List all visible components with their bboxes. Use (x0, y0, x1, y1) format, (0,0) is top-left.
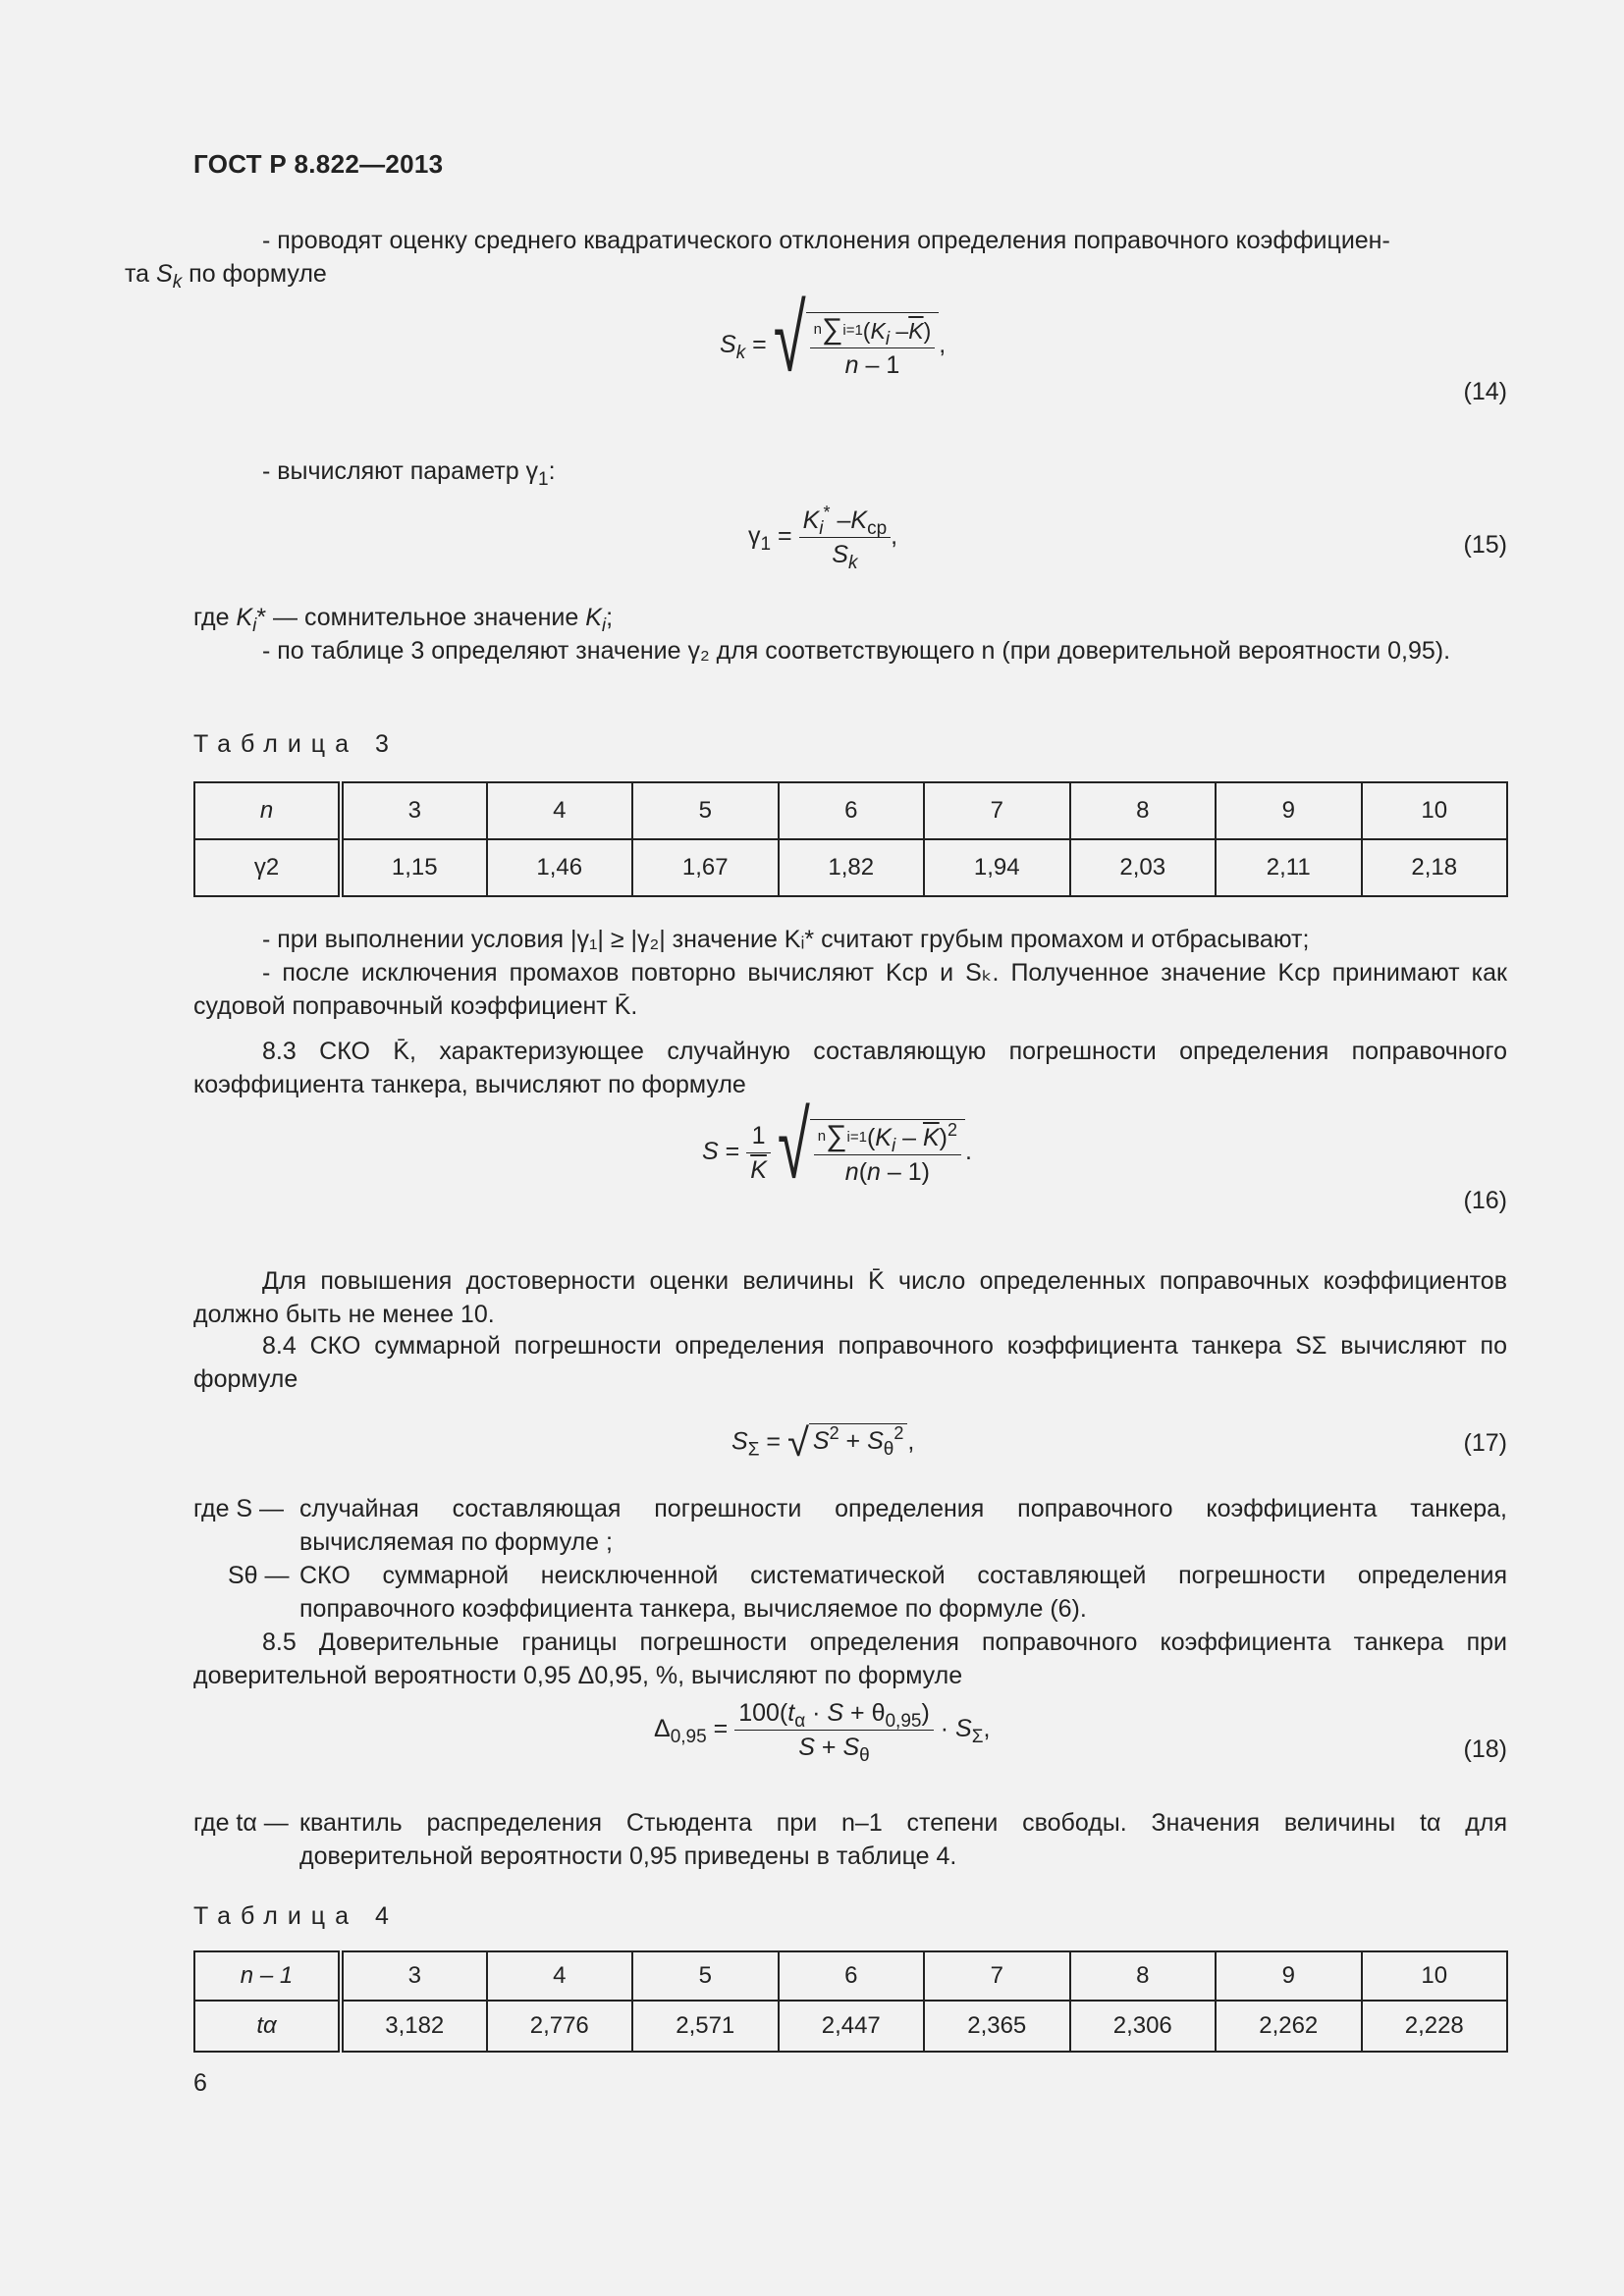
table-cell: 8 (1070, 1951, 1217, 2001)
table-header-cell: tα (194, 2001, 341, 2052)
table-cell: 2,03 (1070, 839, 1217, 896)
equation-number: (18) (1463, 1735, 1507, 1763)
paragraph-where-ki (193, 601, 1507, 634)
table-cell: 10 (1362, 782, 1508, 839)
table-cell: 9 (1216, 1951, 1362, 2001)
table-cell: 2,571 (632, 2001, 779, 2052)
paragraph-8-5: 8.5 Доверительные границы погрешности определения поправочного коэффициента танкера при доверительной вероятности 0,95 Δ0,95, %, вычисляют по формуле (193, 1629, 1507, 1689)
table-cell: 2,262 (1216, 2001, 1362, 2052)
formula-18: $\Delta_{0,95}$ = $\frac{100(t_\alpha \cdot S + \theta_{0,95})}{S + S_\theta}$ · $S_\Sigma$, (654, 1699, 991, 1766)
paragraph-text: : (548, 457, 556, 485)
subscript: i (252, 615, 257, 636)
table-cell: 4 (487, 782, 633, 839)
definition-stheta (193, 1559, 1507, 1626)
paragraph-exclusion: - после исключения промахов повторно вычисляют Kср и Sₖ. Полученное значение Kср принимают как судовой поправочный коэффициент K̄. (193, 959, 1507, 1020)
paragraph-text: та (125, 260, 157, 288)
paragraph-8-4: 8.4 СКО суммарной погрешности определения поправочного коэффициента танкера SΣ вычисляют по формуле (193, 1332, 1507, 1393)
table-caption: Таблица 3 (193, 730, 399, 758)
definition-text: СКО суммарной неисключенной систематической составляющей погрешности определения поправочного коэффициента танкера, вычисляемое по формуле (6). (299, 1562, 1507, 1623)
paragraph-gamma1 (193, 454, 1507, 488)
table-cell: 4 (487, 1951, 633, 2001)
definition-text: случайная составляющая погрешности определения поправочного коэффициента танкера, вычисляемая по формуле ; (299, 1495, 1507, 1556)
equation-number: (17) (1463, 1429, 1507, 1457)
table-cell: 3 (341, 782, 487, 839)
paragraph-condition: - при выполнении условия |γ₁| ≥ |γ₂| значение Kᵢ* считают грубым промахом и отбрасывают; (262, 926, 1310, 953)
paragraph-table3-ref: - по таблице 3 определяют значение γ₂ для соответствующего n (при доверительной вероятности 0,95). (262, 637, 1451, 665)
table-cell: 6 (779, 1951, 925, 2001)
paragraph-text: * — сомнительное значение (256, 604, 586, 631)
table-cell: 1,82 (779, 839, 925, 896)
table-3 (193, 781, 1508, 897)
table-row (194, 2001, 1507, 2052)
table-cell: 1,94 (924, 839, 1070, 896)
table-header-cell: γ2 (194, 839, 341, 896)
definition-term: Sθ — (228, 1562, 290, 1589)
subscript: 1 (538, 469, 549, 490)
paragraph-reliability: Для повышения достоверности оценки величины K̄ число определенных поправочных коэффициентов должно быть не менее 10. (193, 1267, 1507, 1328)
table-caption: Таблица 4 (193, 1902, 399, 1930)
table-cell: 6 (779, 782, 925, 839)
page-number: 6 (193, 2069, 207, 2097)
table-cell: 2,228 (1362, 2001, 1508, 2052)
paragraph-sk (125, 224, 1507, 293)
table-cell: 5 (632, 1951, 779, 2001)
paragraph-text: - проводят оценку среднего квадратического отклонения определения поправочного коэффициен- (262, 227, 1390, 254)
table-cell: 1,46 (487, 839, 633, 896)
table-row (194, 1951, 1507, 2001)
paragraph-text: где (193, 604, 237, 631)
table-4 (193, 1950, 1508, 2053)
subscript: k (172, 272, 183, 293)
table-cell: 5 (632, 782, 779, 839)
table-cell: 1,67 (632, 839, 779, 896)
paragraph-8-3: 8.3 СКО K̄, характеризующее случайную составляющую погрешности определения поправочного коэффициента танкера, вычисляют по формуле (193, 1038, 1507, 1098)
definition-term: где S — (193, 1495, 285, 1522)
variable: S (156, 260, 173, 288)
table-cell: 2,776 (487, 2001, 633, 2052)
equation-number: (14) (1463, 378, 1507, 405)
formula-16: S = $\frac{1}{K}$ √ $\frac{^n\sum i=1(K_i - \overline{K})^2}{n(n - 1)}$ . (702, 1092, 972, 1199)
definition-talpha (193, 1806, 1507, 1873)
table-cell: 8 (1070, 782, 1217, 839)
table-cell: 9 (1216, 782, 1362, 839)
table-row (194, 839, 1507, 896)
table-cell: 7 (924, 1951, 1070, 2001)
formula-15: $\gamma_1$ = $\frac{K_i^* -K_{ср}}{S_k}$ , (748, 503, 898, 573)
table-header-cell: n – 1 (194, 1951, 341, 2001)
paragraph-text: по формуле (182, 260, 327, 288)
formula-17: $S_\Sigma$ = √ $S^2 + S_\theta^2$ , (731, 1421, 915, 1465)
paragraph-text: - вычисляют параметр γ (262, 457, 539, 485)
table-cell: 7 (924, 782, 1070, 839)
document-header: ГОСТ Р 8.822—2013 (193, 149, 444, 179)
table-cell: 10 (1362, 1951, 1508, 2001)
variable: K (585, 604, 602, 631)
table-cell: 2,447 (779, 2001, 925, 2052)
table-cell: 2,11 (1216, 839, 1362, 896)
variable: K (236, 604, 253, 631)
table-cell: 2,365 (924, 2001, 1070, 2052)
table-header-cell: n (194, 782, 341, 839)
table-cell: 3,182 (341, 2001, 487, 2052)
table-cell: 1,15 (341, 839, 487, 896)
subscript: i (601, 615, 607, 636)
formula-14: $S_k$ = √ $\frac{^n\sum i=1(K_i -\overline{K})}{n - 1}$ , (720, 285, 947, 392)
paragraph-text: ; (606, 604, 614, 631)
equation-number: (16) (1463, 1187, 1507, 1214)
table-row (194, 782, 1507, 839)
table-cell: 2,306 (1070, 2001, 1217, 2052)
definition-term: где tα — (193, 1809, 289, 1837)
table-cell: 2,18 (1362, 839, 1508, 896)
table-cell: 3 (341, 1951, 487, 2001)
definition-s (193, 1492, 1507, 1559)
equation-number: (15) (1463, 531, 1507, 559)
definition-text: квантиль распределения Стьюдента при n–1 степени свободы. Значения величины tα для доверительной вероятности 0,95 приведены в таблице 4. (299, 1809, 1507, 1870)
